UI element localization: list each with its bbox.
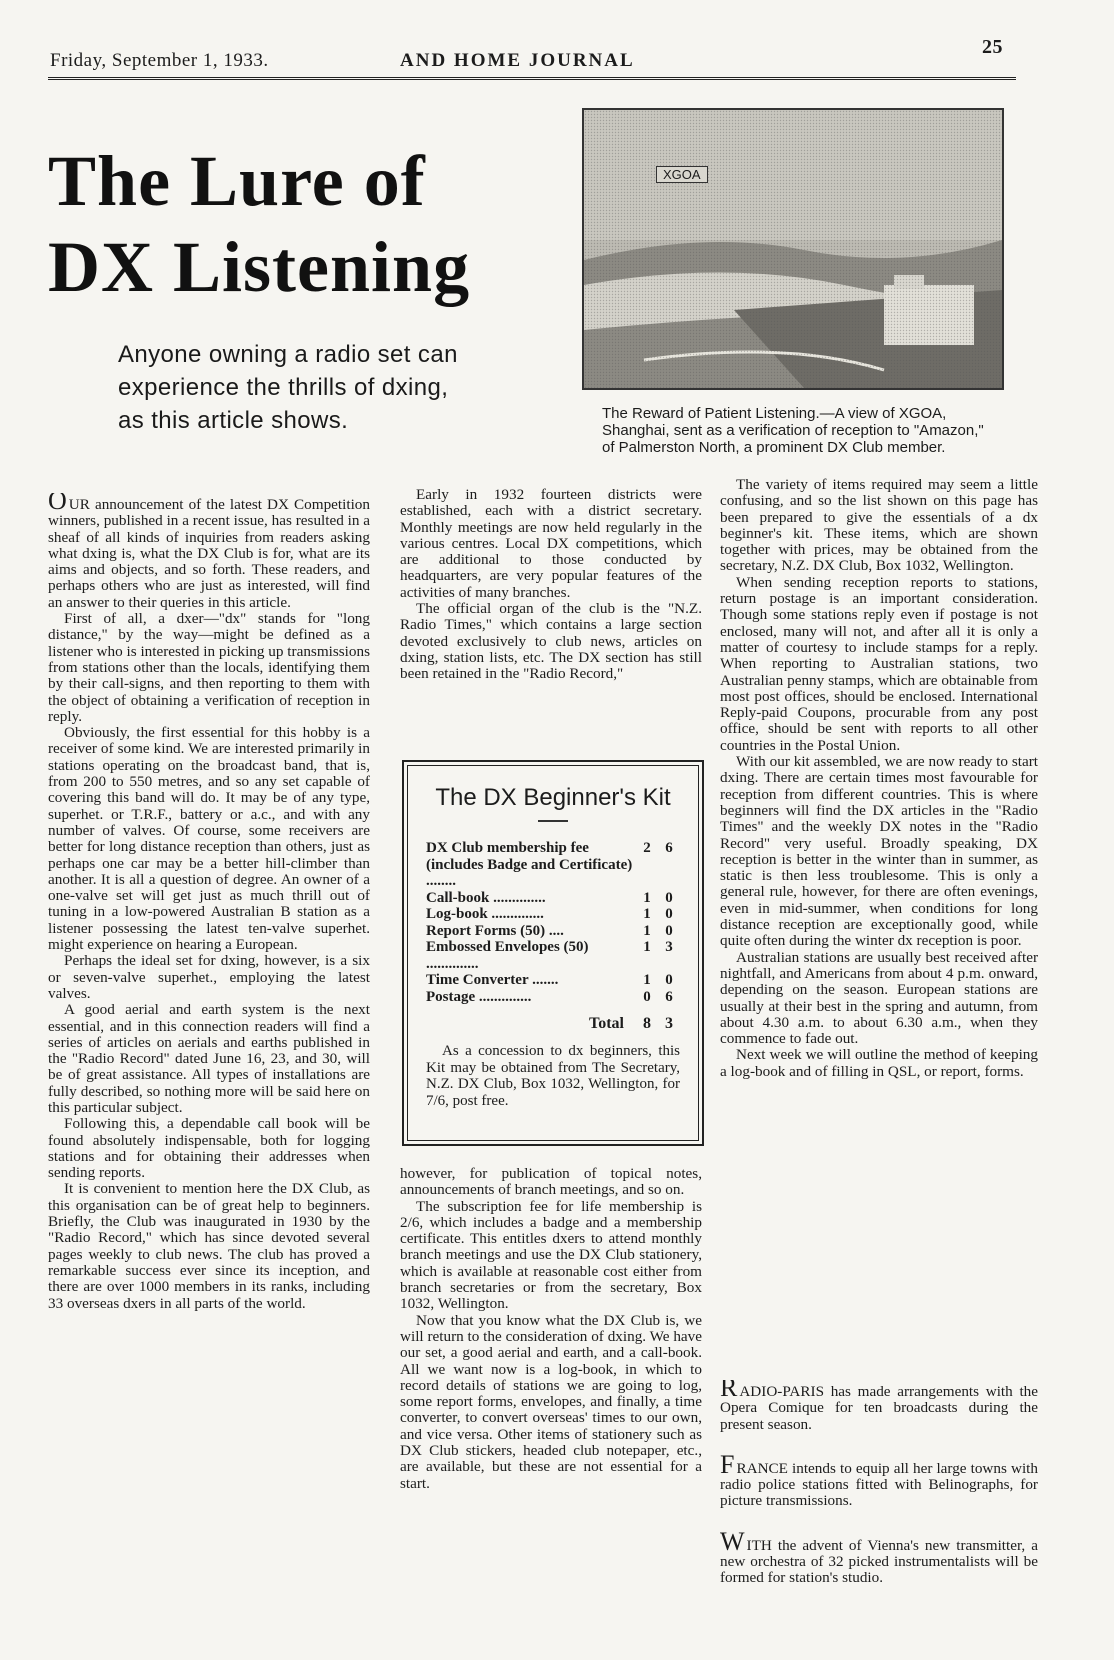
kit-item-row (426, 972, 680, 989)
drop-cap: R (720, 1380, 738, 1402)
paragraph: Perhaps the ideal set for dxing, however, is a six or seven-valve superhet., employing the latest valves. (48, 952, 370, 1002)
paragraph: It is convenient to mention here the DX Club, as this organisation can be of great help to beginners. Briefly, the Club was inaugurated in 1930 by the "Radio Record," which has since devoted several pages weekly to club news. The club has proved a remarkable success ever since its inception, and there are over 1000 members in its ranks, including 33 overseas dxers in all parts of the world. (48, 1180, 370, 1312)
kit-title: The DX Beginner's Kit (435, 784, 671, 811)
article-title (48, 138, 548, 310)
brief-item (720, 1380, 1038, 1433)
paragraph: When sending reception reports to stations, return postage is an important consideration. Though some stations reply even if postage is not enclosed, many will not, and after all it is only a matter of courtesy to include stamps for a reply. When reporting to Australian stations, two Australian penny stamps, which are obtainable from most post offices, should be enclosed. International Reply-paid Coupons, procurable from any post office, should be sent with reports to all other countries in the Postal Union. (720, 573, 1038, 754)
kit-item-row (426, 840, 680, 890)
page-number: 25 (982, 36, 1003, 58)
paragraph: Obviously, the first essential for this hobby is a receiver of some kind. We are interested primarily in stations operating on the broadcast band, that is, from 200 to 550 metres, and so any set capable of covering this band will do. It may be of any type, superhet. or T.R.F., battery or a.c., and with any number of valves. Of course, some receivers are better for long distance reception than others, just as perhaps one car may be a better hill-climber than another. It is all a question of degree. An owner of a one-valve set will get just as much thrill out of tuning in a low-powered Australian B station as a listener possessing the latest ten-valve superhet. might experience on hearing a European. (48, 724, 370, 954)
paragraph: With our kit assembled, we are now ready to start dxing. There are certain times most favourable for reception from different countries. This is where beginners will find the DX articles in the "Radio Times" and the weekly DX notes in the "Radio Record" very useful. Broadly speaking, DX reception is better in the winter than in summer, as static is then less troublesome. This is only a general rule, however, for there are often evenings, even in mid-summer, when conditions for long distance reception are exceptionally good, while quite often during the winter dx reception is poor. (720, 753, 1038, 950)
kit-item-name: Log-book .............. (426, 906, 544, 922)
kit-item-shillings: 1 (643, 889, 651, 906)
kit-item-row (426, 890, 680, 907)
kit-item-pence: 3 (665, 939, 673, 955)
kit-item-shillings: 1 (643, 939, 651, 955)
drop-cap: F (720, 1449, 735, 1479)
column-1 (48, 493, 370, 1641)
column-2-bottom (400, 1166, 702, 1644)
kit-total-pence: 3 (665, 1015, 673, 1032)
brief-text: ADIO-PARIS has made arrangements with the Opera Comique for ten broadcasts during the present season. (720, 1383, 1038, 1433)
paragraph: First of all, a dxer—"dx" stands for "long distance," by the way—might be defined as a listener who is interested in picking up transmissions from stations other than the locals, identifying them by their call-signs, and then reporting to them with the object of obtaining a verification of reception in reply. (48, 610, 370, 725)
header-rule (48, 77, 1016, 80)
header-date: Friday, September 1, 1933. (50, 50, 269, 71)
kit-item-pence: 0 (665, 972, 673, 988)
kit-inner-frame (407, 765, 699, 1141)
article-tagline: Anyone owning a radio set can experience the thrills of dxing, as this article shows. (118, 341, 458, 434)
kit-divider (538, 820, 568, 822)
photo-station-label: XGOA (656, 166, 708, 183)
paragraph: Following this, a dependable call book will be found absolutely indispensable, both for logging stations and for obtaining their addresses when sending reports. (48, 1115, 370, 1182)
brief-item (720, 1449, 1038, 1510)
header-journal-title: AND HOME JOURNAL (400, 50, 635, 71)
paragraph (48, 493, 370, 611)
paragraph: Next week we will outline the method of keeping a log-book and of filling in QSL, or report, forms. (720, 1046, 1038, 1080)
paragraph: Australian stations are usually best received after nightfall, and Americans from about 4 p.m. onward, depending on the season. European stations are usually at their best in the spring and autumn, from about 4.30 a.m. to about 6.30 a.m., when they commence to fade out. (720, 948, 1038, 1048)
kit-item-row (426, 939, 680, 972)
kit-item-name: Postage .............. (426, 988, 532, 1005)
paragraph: A good aerial and earth system is the next essential, and in this connection readers will find a series of articles on aerials and earths published in the "Radio Record" dated June 16, 23, and 30, will be of great assistance. All types of installations are fully described, so nothing more will be said here on this particular subject. (48, 1001, 370, 1116)
brief-text: RANCE intends to equip all her large towns with radio police stations fitted with Belinographs, for picture transmissions. (720, 1459, 1038, 1510)
kit-item-pence: 6 (665, 840, 673, 856)
kit-total-label: Total (589, 1015, 624, 1032)
paragraph: Now that you know what the DX Club is, we will return to the consideration of dxing. We have our set, a good aerial and earth, and a call-book. All we want now is a log-book, in which to record details of stations we are going to log, some report forms, envelopes, and finally, a time converter, to convert overseas' times to our own, and vice versa. Other items of stationery such as DX Club stickers, headed club notepaper, etc., are available, but these are not essential for a start. (400, 1311, 702, 1492)
news-briefs (720, 1380, 1038, 1648)
kit-item-name: Time Converter ....... (426, 972, 559, 988)
title-line-1: The Lure of (48, 141, 426, 221)
photo-caption: The Reward of Patient Listening.—A view of XGOA, Shanghai, sent as a verification of reception to "Amazon," of Palmerston North, a prominent DX Club member. (602, 405, 984, 456)
column-2-top (400, 487, 702, 745)
kit-item-pence: 6 (665, 988, 673, 1005)
kit-item-row (426, 906, 680, 923)
kit-item-shillings: 1 (643, 922, 651, 939)
kit-item-pence: 0 (665, 906, 673, 922)
kit-item-shillings: 1 (643, 972, 651, 988)
station-photo (582, 108, 1004, 390)
paragraph: The variety of items required may seem a little confusing, and so the list shown on this page has been prepared to give the essentials of a dx beginner's kit. These items, which are shown together with prices, may be obtained from the secretary, N.Z. DX Club, Box 1032, Wellington. (720, 477, 1038, 575)
brief-text: ITH the advent of Vienna's new transmitter, a new orchestra of 32 picked instrumentalists will be formed for station's studio. (720, 1536, 1038, 1587)
paragraph: The subscription fee for life membership is 2/6, which includes a badge and a membership certificate. This entitles dxers to attend monthly branch meetings and use the DX Club stationery, which is available at reasonable cost either from branch secretaries or from the secretary, Box 1032, Wellington. (400, 1197, 702, 1313)
column-3 (720, 477, 1038, 1335)
kit-item-pence: 0 (665, 889, 673, 906)
kit-item-shillings: 1 (643, 906, 651, 922)
brief-item (720, 1526, 1038, 1587)
kit-item-row (426, 923, 680, 940)
photo-illustration (584, 110, 1002, 388)
kit-item-list (426, 840, 680, 1005)
paragraph: Early in 1932 fourteen districts were established, each with a district secretary. Monthly meetings are now held regularly in the various centres. Local DX competitions, which are additional to those conducted by headquarters, are very popular features of the activities of many branches. (400, 487, 702, 601)
title-line-2: DX Listening (48, 227, 471, 307)
kit-item-name: DX Club membership fee (includes Badge and Certificate) ........ (426, 840, 633, 889)
kit-item-pence: 0 (665, 922, 673, 939)
kit-item-shillings: 0 (643, 988, 651, 1005)
paragraph-text: UR announcement of the latest DX Competition winners, published in a recent issue, has resulted in a sheaf of all kinds of inquiries from readers asking what dxing is, what the DX Club is for, what are its aims and objects, and so forth. These readers, and perhaps others who are just as interested, will find an answer to their queries in this article. (48, 496, 370, 611)
kit-note: As a concession to dx beginners, this Kit may be obtained from The Secretary, N.Z. DX Club, Box 1032, Wellington, for 7/6, post free. (426, 1043, 680, 1109)
kit-item-name: Embossed Envelopes (50) .............. (426, 939, 589, 972)
drop-cap: W (720, 1526, 745, 1556)
kit-item-name: Report Forms (50) .... (426, 922, 564, 939)
paragraph: however, for publication of topical notes, announcements of branch meetings, and so on. (400, 1166, 702, 1199)
kit-item-name: Call-book .............. (426, 889, 546, 906)
kit-total-row (426, 1015, 680, 1033)
kit-item-shillings: 2 (643, 840, 651, 856)
paragraph: The official organ of the club is the "N.Z. Radio Times," which contains a large section devoted exclusively to club news, articles on dxing, station lists, etc. The DX section has still been retained in the "Radio Record," (400, 600, 702, 683)
kit-item-row (426, 989, 680, 1006)
beginners-kit-box (402, 760, 704, 1146)
drop-cap: O (48, 493, 67, 515)
kit-total-shillings: 8 (643, 1015, 651, 1032)
